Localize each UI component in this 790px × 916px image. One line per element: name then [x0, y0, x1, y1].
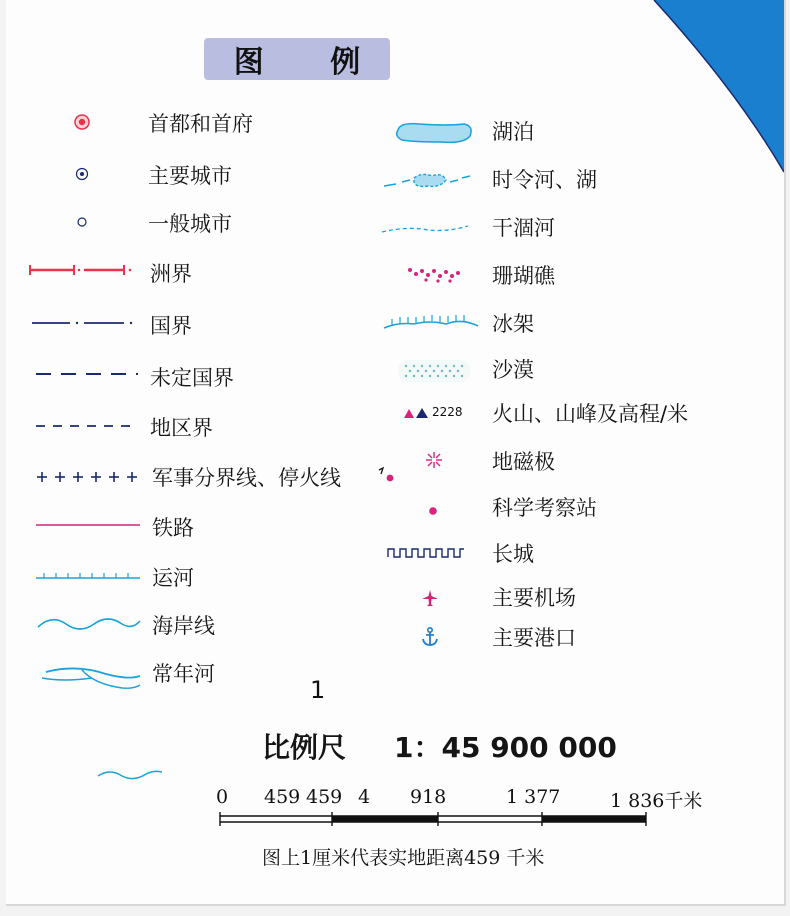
airport-icon: [420, 588, 440, 608]
great-wall-icon: [386, 544, 466, 560]
stray-mark-icon: [376, 466, 398, 488]
ice-shelf-icon: [380, 310, 484, 336]
port-icon: [420, 626, 440, 648]
legend-label-region-boundary: 地区界: [150, 416, 213, 440]
legend-label-undefined-boundary: 未定国界: [150, 366, 234, 390]
lake-icon: [390, 118, 474, 148]
capital-dot-icon: [72, 112, 92, 132]
legend-label-volcano-peak: 火山、山峰及高程/米: [492, 402, 689, 426]
legend-label-city: 一般城市: [148, 212, 232, 236]
legend-label-railway: 铁路: [152, 516, 194, 540]
legend-label-research-station: 科学考察站: [492, 496, 597, 520]
legend-label-canal: 运河: [152, 566, 194, 590]
legend-label-port: 主要港口: [492, 626, 576, 650]
legend-label-capital: 首都和首府: [148, 112, 253, 136]
scale-ratio: 1：45 900 000: [394, 731, 617, 764]
perennial-river-icon: [36, 660, 144, 694]
legend-label-desert: 沙漠: [492, 358, 534, 382]
city-icon: [76, 216, 88, 228]
scale-tick-5: 1 377: [506, 786, 561, 808]
legend-label-great-wall: 长城: [492, 542, 534, 566]
scale-tick-0: 0: [216, 786, 229, 808]
legend-label-ice-shelf: 冰架: [492, 312, 534, 336]
region-boundary-icon: [34, 420, 140, 432]
scale-tick-4: 918: [410, 786, 447, 808]
legend-label-major-city: 主要城市: [148, 164, 232, 188]
scale-tick-3: 4: [358, 786, 371, 808]
seasonal-river-lake-icon: [376, 168, 472, 194]
scale-label: 比例尺: [262, 731, 347, 764]
water-squiggle-icon: [94, 764, 166, 784]
legend-label-coastline: 海岸线: [152, 614, 215, 638]
stray-number: 1: [310, 676, 326, 704]
canal-icon: [34, 568, 142, 584]
ceasefire-line-icon: [34, 468, 142, 486]
peak-elevation: 2228: [432, 405, 463, 419]
volcano-peak-icon: [402, 404, 430, 422]
legend-panel: [6, 0, 786, 906]
legend-label-continent-boundary: 洲界: [150, 262, 192, 286]
coastline-icon: [34, 612, 142, 634]
magnetic-pole-icon: [424, 450, 444, 470]
scale-tick-6: 1 836千米: [610, 790, 703, 812]
scale-tick-2: 459: [306, 786, 343, 808]
legend-label-airport: 主要机场: [492, 586, 576, 610]
research-station-icon: [426, 504, 440, 518]
coral-reef-icon: [402, 262, 468, 286]
legend-label-seasonal-river-lake: 时令河、湖: [492, 168, 597, 192]
scale-tick-1: 459: [264, 786, 301, 808]
legend-label-ceasefire-line: 军事分界线、停火线: [152, 466, 341, 490]
undefined-boundary-icon: [34, 368, 140, 380]
dry-river-icon: [378, 222, 472, 236]
railway-icon: [34, 520, 142, 530]
scale-bar: [216, 808, 652, 830]
legend-label-coral-reef: 珊瑚礁: [492, 264, 555, 288]
desert-icon: [396, 358, 472, 384]
legend-label-magnetic-pole: 地磁极: [492, 450, 555, 474]
legend-label-national-boundary: 国界: [150, 314, 192, 338]
national-boundary-icon: [30, 316, 138, 330]
scale-note: 图上1厘米代表实地距离459 千米: [262, 847, 545, 869]
legend-label-perennial-river: 常年河: [152, 662, 215, 686]
legend-title-text: 图 例: [233, 45, 389, 80]
legend-label-dry-river: 干涸河: [492, 216, 555, 240]
legend-title: [204, 38, 390, 80]
continent-boundary-icon: [28, 262, 136, 278]
major-city-icon: [74, 166, 90, 182]
legend-label-lake: 湖泊: [492, 120, 534, 144]
